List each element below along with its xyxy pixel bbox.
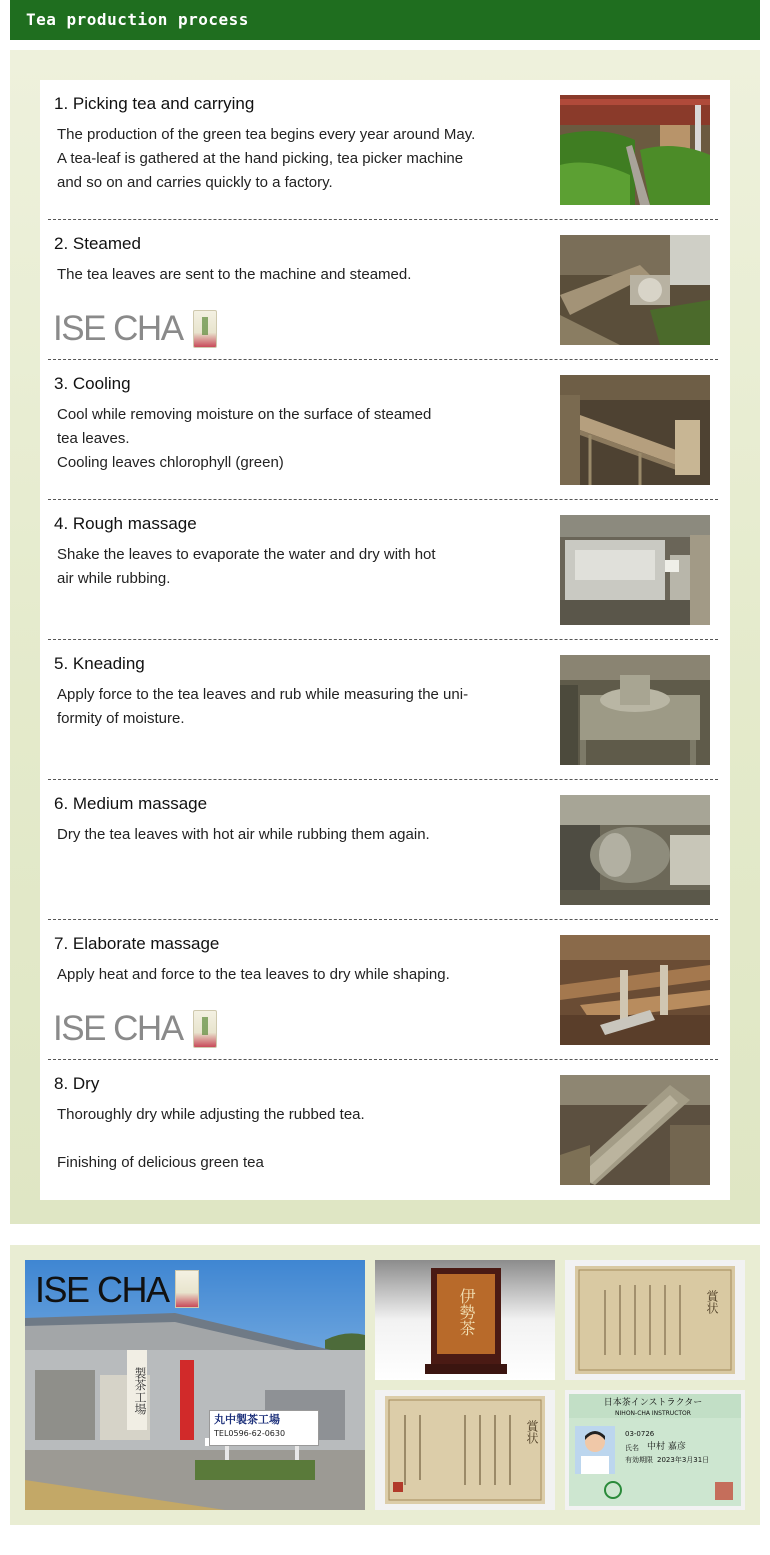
tea-package-icon — [193, 310, 217, 348]
factory-sign-tel: TEL0596-62-0630 — [214, 1429, 286, 1438]
drum-dryer-photo — [560, 795, 710, 905]
step-7 — [48, 920, 718, 1060]
step-desc-line — [57, 1127, 527, 1151]
step-6 — [48, 780, 718, 920]
step-description — [57, 683, 527, 731]
step-desc-line: and so on and carries quickly to a factory. — [57, 174, 333, 191]
section-title: Tea production process — [26, 10, 249, 29]
card-expiry-label: 有効期限 — [625, 1456, 653, 1464]
step-description — [57, 823, 527, 847]
step-5 — [48, 640, 718, 780]
award-title: 賞状 — [705, 1290, 719, 1314]
dryer-conveyor-photo — [560, 1075, 710, 1185]
steamer-machine-photo — [560, 235, 710, 345]
rough-roller-machine-photo — [560, 515, 710, 625]
step-desc-line: Cool while removing moisture on the surface of steamed — [57, 406, 432, 423]
step-title: 1. Picking tea and carrying — [54, 94, 255, 113]
plaque-text: 伊勢茶 — [457, 1288, 476, 1336]
factory-photo — [25, 1260, 365, 1510]
step-2 — [48, 220, 718, 360]
ise-cha-logo — [53, 308, 223, 350]
certificate-photo — [375, 1390, 555, 1510]
ise-cha-logo-text: ISE CHA — [53, 309, 183, 348]
ise-cha-logo — [53, 1008, 223, 1050]
step-title: 5. Kneading — [54, 654, 145, 673]
ise-cha-logo-text: ISE CHA — [35, 1269, 169, 1310]
step-3 — [48, 360, 718, 500]
gallery-panel — [10, 1245, 760, 1525]
plaque-photo — [375, 1260, 555, 1380]
shaping-machine-photo — [560, 935, 710, 1045]
card-name-label: 氏名 — [625, 1444, 639, 1452]
kneading-machine-photo — [560, 655, 710, 765]
step-desc-line: Dry the tea leaves with hot air while rubbing them again. — [57, 826, 430, 843]
section-title-bar — [10, 0, 760, 40]
step-desc-line: Cooling leaves chlorophyll (green) — [57, 454, 284, 471]
process-panel — [10, 50, 760, 1224]
card-name: 中村 嘉彦 — [647, 1442, 686, 1452]
step-desc-line: Apply heat and force to the tea leaves to dry while shaping. — [57, 966, 450, 983]
step-description — [57, 263, 527, 287]
card-cert-no: 03-0726 — [625, 1430, 655, 1438]
step-description — [57, 543, 527, 591]
step-desc-line: Finishing of delicious green tea — [57, 1154, 264, 1171]
card-expiry: 2023年3月31日 — [657, 1456, 710, 1464]
factory-sign-name: 丸中製茶工場 — [214, 1413, 280, 1426]
tea-package-icon — [193, 1010, 217, 1048]
step-title: 7. Elaborate massage — [54, 934, 220, 953]
step-description — [57, 963, 527, 987]
step-desc-line: The production of the green tea begins every year around May. — [57, 126, 476, 143]
step-desc-line: Thoroughly dry while adjusting the rubbed tea. — [57, 1106, 365, 1123]
cooling-conveyor-photo — [560, 375, 710, 485]
step-title: 4. Rough massage — [54, 514, 197, 533]
ise-cha-logo — [35, 1268, 205, 1312]
factory-banner: 製茶工場 — [127, 1350, 147, 1430]
step-4 — [48, 500, 718, 640]
step-title: 8. Dry — [54, 1074, 100, 1093]
step-8 — [48, 1060, 718, 1200]
step-title: 3. Cooling — [54, 374, 131, 393]
award-certificate-photo — [565, 1260, 745, 1380]
process-card — [40, 80, 730, 1200]
step-desc-line: The tea leaves are sent to the machine and steamed. — [57, 266, 412, 283]
step-desc-line: Apply force to the tea leaves and rub while measuring the uni- — [57, 686, 469, 703]
award-title: 賞状 — [525, 1420, 539, 1444]
step-description — [57, 403, 527, 475]
tea-field-photo — [560, 95, 710, 205]
instructor-card-photo — [565, 1390, 745, 1510]
step-desc-line: tea leaves. — [57, 430, 130, 447]
step-desc-line: Shake the leaves to evaporate the water and dry with hot — [57, 546, 436, 563]
step-desc-line: formity of moisture. — [57, 710, 185, 727]
step-1 — [48, 80, 718, 220]
card-subheader: NIHON-CHA INSTRUCTOR — [615, 1410, 691, 1417]
step-desc-line: air while rubbing. — [57, 570, 171, 587]
step-desc-line: A tea-leaf is gathered at the hand picking, tea picker machine — [57, 150, 464, 167]
step-description — [57, 1103, 527, 1175]
card-header: 日本茶インストラクター — [603, 1398, 703, 1408]
step-title: 2. Steamed — [54, 234, 141, 253]
step-title: 6. Medium massage — [54, 794, 208, 813]
step-description — [57, 123, 527, 195]
factory-sign — [209, 1410, 319, 1446]
ise-cha-logo-text: ISE CHA — [53, 1009, 183, 1048]
tea-package-icon — [175, 1270, 199, 1308]
